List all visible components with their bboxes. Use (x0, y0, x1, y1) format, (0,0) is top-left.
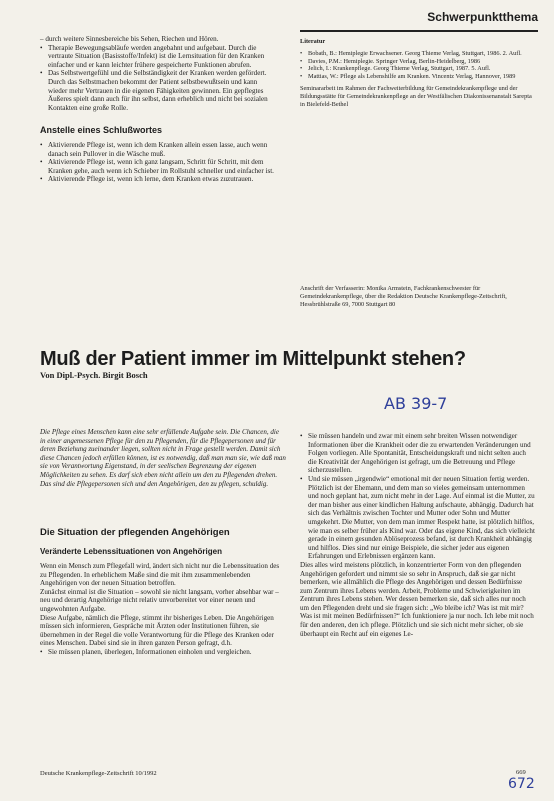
bullet-item: • Sie müssen handeln und zwar mit einem sehr breiten Wissen notwendiger Informationen über die Krankheit oder die zu erwartenden Veränderungen und Folgen vorliegen. Alle Spontanität, Entscheidungskraft und nicht selten auch die Kreativität der Angehörigen ist gefragt, um die Betreuung und Pflege sicherzustellen. (300, 432, 536, 475)
section-header: Schwerpunktthema (427, 10, 538, 24)
bullet-item: • Und sie müssen „irgendwie“ emotional mit der neuen Situation fertig werden. Plötzlich ist der Ehemann, und dem man so vieles gemeinsam unternommen und noch geplant hat, zum nicht mehr in der Lage. Auf einmal ist die Mutter, zu der man bisher aus einer kindlichen Haltung aufschaute, abhängig. Dadurch hat sich das Verhältnis zwischen Tochter und Mutter oder Sohn und Mutter umgekehrt. Die Mutter, von dem man immer Respekt hatte, ist plötzlich hilflos, wie man es selber früher als Kind war. Oder das eigene Kind, das sich vielleicht gerade in einem gesunden Ablöseprozess befand, ist durch Krankheit abhängig und hilflos. Dies sind nur einige Beispiele, die sicher jeder aus eigenen Erfahrungen und Erlebnissen ergänzen kann. (300, 475, 536, 561)
article-title: Muß der Patient immer im Mittelpunkt stehen? (40, 348, 466, 370)
paragraph: Wenn ein Mensch zum Pflegefall wird, ändert sich nicht nur die Lebenssituation des zu Pflegenden. In erheblichem Maße sind die mit ihm zusammenlebenden Angehörigen von der neuen Situation betroffen. (40, 562, 280, 588)
bullet-item: • Aktivierende Pflege ist, wenn ich dem Kranken allein essen lasse, auch wenn danach sein Pullover in die Wäsche muß. (40, 141, 276, 158)
literature-heading: Literatur (300, 38, 326, 45)
handwritten-stamp: AB 39-7 (384, 394, 448, 413)
literature-item: • Jelich, I.: Krankenpflege. Georg Thieme Verlag, Stuttgart, 1987. 5. Aufl. (300, 65, 536, 73)
subsection-heading: Veränderte Lebenssituationen von Angehörigen (40, 547, 222, 556)
section-heading: Anstelle eines Schlußwortes (40, 125, 163, 136)
paragraph: Dies alles wird meistens plötzlich, in konzentrierter Form von den pflegenden Angehörigen gefordert und nimmt sie so sehr in Anspruch, daß sie gar nicht bemerken, wie allmählich die Pflege des Angehörigen und dessen Bedürfnisse zum Zentrum ihres Lebens werden. Arbeit, Probleme und Schwierigkeiten im Zentrum ihres Lebens stehen. Wer dessen bemerken sie, daß sich alles nur noch um den Pflegenden dreht und sie fragen sich: „Wo bleibe ich? Was ist mit mir? Was ist mit meinen Bedürfnissen?“ Ich funktioniere ja nur noch. Ich lebe mit noch für den anderen, den ich pflege. Plötzlich und sie sich nicht mehr sicher, ob sie überhaupt ein Recht auf ein eigenes Le- (300, 560, 534, 638)
section-heading: Die Situation der pflegenden Angehörigen (40, 527, 230, 538)
literature-item: • Mattias, W.: Pflege als Lebenshilfe am Kranken. Vincentz Verlag, Hannover, 1989 (300, 73, 536, 81)
page-number: 669 (516, 769, 526, 776)
article-author: Von Dipl.-Psych. Birgit Bosch (40, 370, 148, 380)
author-address: Anschrift der Verfasserin: Monika Armstein, Fachkrankenschwester für Gemeindekrankenpflege, über die Redaktion Deutsche Krankenpflege-Zeitschrift, Hessbrühlstraße 69, 7000 Stuttgart 80 (300, 285, 507, 308)
article-left-body (40, 562, 286, 657)
literature-item: • Davies, P.M.: Hemiplegie. Springer Verlag, Berlin-Heidelberg, 1986 (300, 58, 536, 66)
bullet-item: • Aktivierende Pflege ist, wenn ich ganz langsam, Schritt für Schritt, mit dem Kranken gehe, auch wenn ich Schieber im Rollstuhl schneller und einfacher ist. (40, 158, 276, 175)
header-rule (300, 30, 538, 32)
article-right-body (300, 432, 536, 638)
footer-journal: Deutsche Krankenpflege-Zeitschrift 10/1992 (40, 770, 157, 777)
handwritten-page-mark: 672 (508, 776, 535, 792)
literature-item: • Bobath, B.: Hemiplegie Erwachsener. Georg Thieme Verlag, Stuttgart, 1986. 2. Aufl. (300, 50, 536, 58)
seminar-note: Seminararbeit im Rahmen der Fachweiterbildung für Gemeindekrankenpflege und der Bildungsstätte für Gemeindekrankenpflege an der Westfälischen Diakonissenanstalt Sarepta in Bielefeld-Bethel (300, 84, 532, 108)
bullet-item: • Therapie Bewegungsabläufe werden angebahnt und aufgebaut. Durch die vertraute Situation (Basisstoffe/Infekt) ist die Lernsituation für den Kranken einfacher und er kann leichter frühere gespeicherte Funktionen abrufen. (40, 44, 276, 70)
bullet-item: • Aktivierende Pflege ist, wenn ich lerne, dem Kranken etwas zuzutrauen. (40, 175, 276, 184)
top-left-column (40, 35, 276, 184)
literature-column (300, 38, 536, 108)
paragraph: Diese Aufgabe, nämlich die Pflege, stimmt ihr bisheriges Leben. Die Angehörigen müssen sich informieren, Gespräche mit Ärzten oder Institutionen führen, sie übernehmen in der Regel die volle Verantwortung für die Pflege des Kranken oder eines Menschen. Dabei sind sie in ihren ganzen Person gefragt, d.h. (40, 613, 274, 648)
bullet-item: • Das Selbstwertgefühl und die Selbständigkeit der Kranken werden gefördert. Durch das Selbstmachen bekommt der Patient selbstbewußtsein und kann wieder mehr Vertrauen in die eigenen Fähigkeiten gewinnen. Ein gepflegtes Äußeres spielt dann auch für ihn selbst, dann erheblich und nicht bei sozialen Kontakten eine große Rolle. (40, 69, 276, 112)
bullet-item: • Sie müssen planen, überlegen, Informationen einholen und vergleichen. (40, 648, 286, 657)
paragraph: Zunächst einmal ist die Situation – sowohl sie nicht langsam, vorher absehbar war – neu und derartig Angehörige nicht relativ unvorbereitet vor einer neuen und ungewohnten Aufgabe. (40, 587, 279, 613)
article-intro: Die Pflege eines Menschen kann eine sehr erfüllende Aufgabe sein. Die Chancen, die in einer angemessenen Pflege für den zu Pflegenden, für die Pflegepersonen und für deren Beziehung zueinander liegen, sollten nicht in Frage gestellt werden. Damit sich diese Chancen jedoch erfüllen können, ist es notwendig, daß man man sie, wie daß man sie von Verantwortung Eigenstand, in der seelischen Begrenzung der eigenen Möglichkeiten zu sehen. Es darf sich eben nicht allein um den zu Pflegenden drehen. Das sind die Pflegepersonen sich und den Angehörigen, den zu pflegen, schuldig. (40, 428, 286, 488)
paragraph: – durch weitere Sinnesbereiche bis Sehen, Riechen und Hören. (40, 35, 219, 43)
